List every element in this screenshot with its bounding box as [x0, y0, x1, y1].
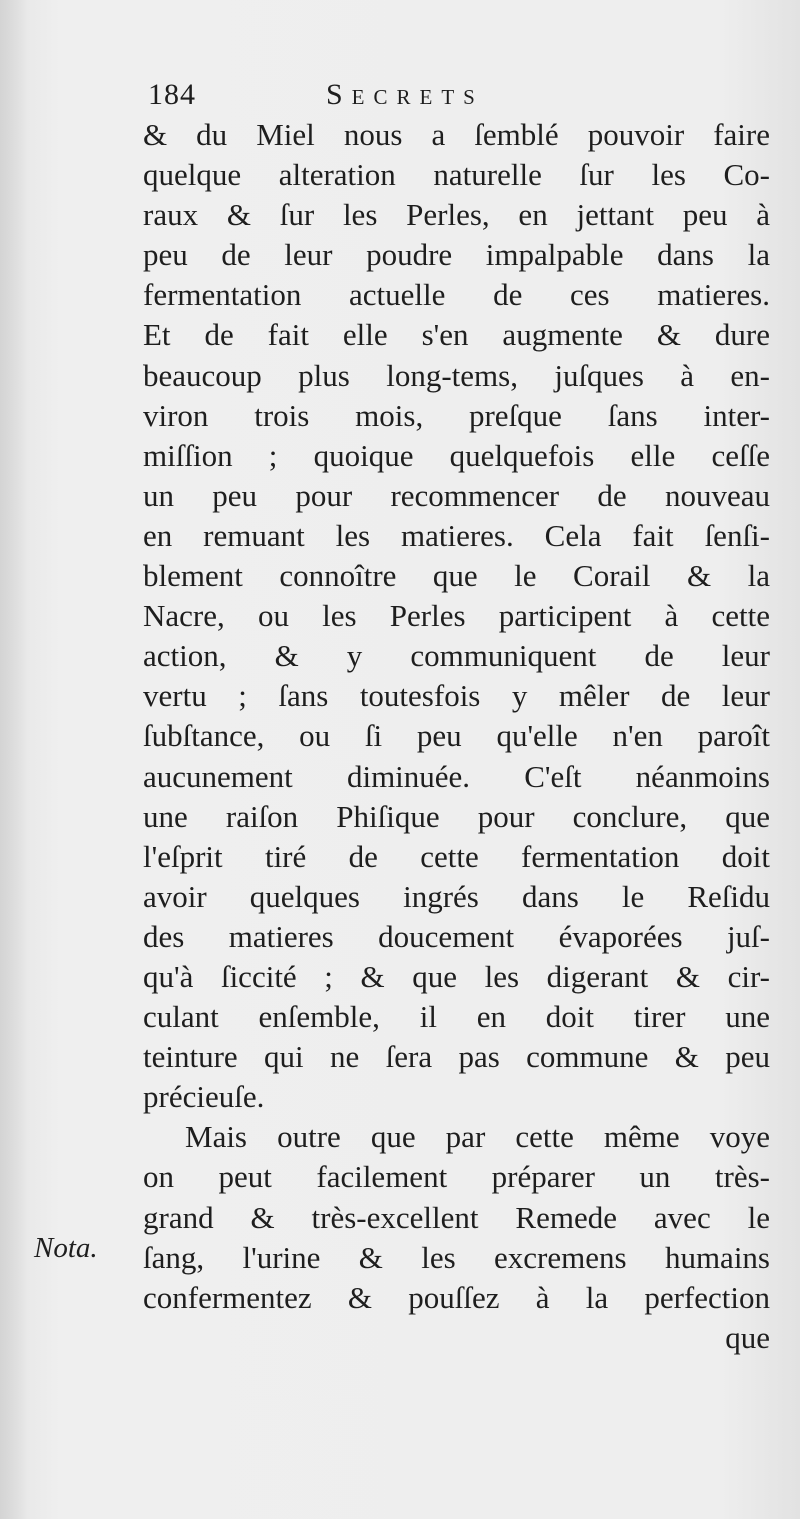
text-line: un peu pour recommencer de nouveau [143, 477, 770, 513]
text-line: viron trois mois, preſque ſans inter- [143, 397, 770, 433]
text-line: on peut facilement préparer un très- [143, 1159, 770, 1195]
text-line: vertu ; ſans toutesfois y mêler de leur [143, 678, 770, 714]
text-line: ſubſtance, ou ſi peu qu'elle n'en paroît [143, 718, 770, 754]
text-line: Et de fait elle s'en augmente & dure [143, 317, 770, 353]
text-line: beaucoup plus long-tems, juſques à en- [143, 357, 770, 393]
text-line: blement connoître que le Corail & la [143, 558, 770, 594]
text-line: raux & ſur les Perles, en jettant peu à [143, 197, 770, 233]
text-line: ſang, l'urine & les excremens humains [143, 1239, 770, 1275]
text-line: quelque alteration naturelle ſur les Co- [143, 157, 770, 193]
text-line: des matieres doucement évaporées juſ- [143, 918, 770, 954]
page-number: 184 [148, 78, 196, 111]
body-text [143, 115, 770, 1358]
text-line: peu de leur poudre impalpable dans la [143, 237, 770, 273]
paragraph-start-line: Mais outre que par cette même voye [185, 1119, 770, 1155]
text-line: en remuant les matieres. Cela fait ſenſi- [143, 517, 770, 553]
text-line: & du Miel nous a ſemblé pouvoir faire [143, 117, 770, 152]
text-line: une raiſon Phiſique pour conclure, que [143, 798, 770, 834]
running-title: Secrets [326, 78, 484, 111]
text-line: avoir quelques ingrés dans le Reſidu [143, 878, 770, 914]
text-line: culant enſemble, il en doit tirer une [143, 999, 770, 1035]
text-line: action, & y communiquent de leur [143, 638, 770, 674]
text-line: qu'à ſiccité ; & que les digerant & cir- [143, 958, 770, 994]
gutter-shadow [0, 0, 28, 1519]
text-line: aucunement diminuée. C'eſt néanmoins [143, 758, 770, 794]
text-line: confermentez & pouſſez à la perfection [143, 1279, 770, 1315]
text-line: l'eſprit tiré de cette fermentation doit [143, 838, 770, 874]
text-line: fermentation actuelle de ces matieres. [143, 277, 770, 313]
catchword: que [725, 1319, 770, 1355]
paragraph-end-line: précieuſe. [143, 1079, 265, 1115]
text-line: grand & très-excellent Remede avec le [143, 1199, 770, 1235]
text-line: Nacre, ou les Perles participent à cette [143, 598, 770, 634]
text-line: miſſion ; quoique quelquefois elle ceſſe [143, 437, 770, 473]
text-line: teinture qui ne ſera pas commune & peu [143, 1039, 770, 1075]
margin-note: Nota. [34, 1232, 98, 1264]
